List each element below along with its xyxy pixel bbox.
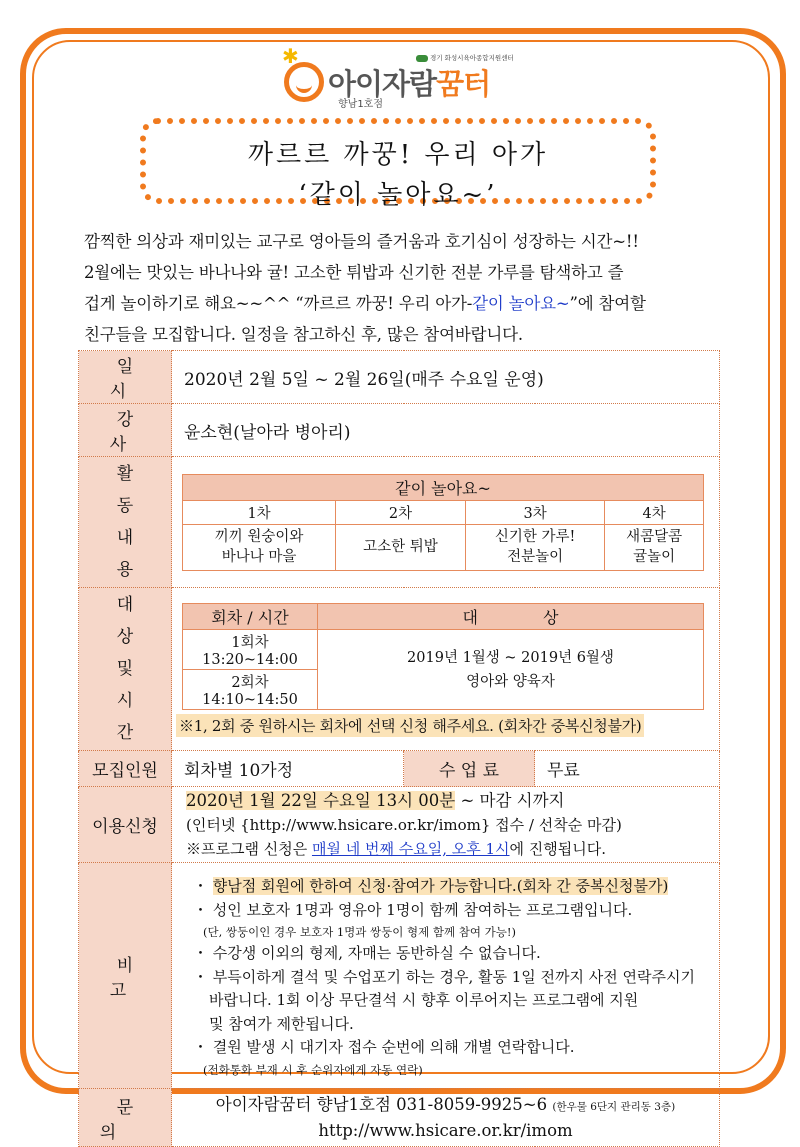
- smile-face-icon: [284, 62, 324, 102]
- remark-item: ・ 수강생 이외의 형제, 자매는 동반하실 수 없습니다.: [193, 944, 541, 963]
- remark-item: ・ 부득이하게 결석 및 수업포기 하는 경우, 활동 1일 전까지 사전 연락주시기: [193, 967, 695, 986]
- contact-url: http://www.hsicare.or.kr/imom: [318, 1120, 573, 1140]
- star-icon: ✱: [282, 44, 299, 68]
- session-activity: 끼끼 원숭이와 바나나 마을: [183, 524, 336, 570]
- session-activity: 새콤달콤 귤놀이: [605, 524, 704, 570]
- instructor-label: 강 사: [79, 404, 172, 457]
- recruit-value: 회차별 10가정: [172, 751, 404, 787]
- remark-item: ・ 성인 보호자 1명과 영유아 1명이 함께 참여하는 프로그램입니다.: [193, 900, 633, 919]
- apply-label: 이용신청: [79, 787, 172, 863]
- info-table: [78, 350, 720, 1147]
- fee-label: 수 업 료: [404, 751, 535, 787]
- logo: [280, 44, 520, 116]
- round-1: 1회차 13:20~14:00: [183, 630, 318, 670]
- activity-table: [182, 474, 704, 571]
- activity-label: 활 동 내 용: [79, 457, 172, 588]
- title-line-2: ‘같이 놀아요~’: [298, 180, 498, 210]
- contact-cell: 아이자람꿈터 향남1호점 031-8059-9925~6 (한우물 6단지 관리동 3층) http://www.hsicare.or.kr/imom: [172, 1089, 720, 1147]
- target-cell: [172, 588, 720, 751]
- apply-schedule-link: 매월 네 번째 수요일, 오후 1시: [311, 839, 510, 858]
- duplicate-note: ※1, 2회 중 원하시는 회차에 선택 신청 해주세요. (회차간 중복신청불가): [176, 714, 644, 737]
- remark-item: ・ 향남점 회원에 한하여 신청·참여가 가능합니다.(회차 간 중복신청불가): [193, 877, 669, 896]
- remarks-label: 비 고: [79, 863, 172, 1089]
- contact-label: 문 의: [79, 1089, 172, 1147]
- logo-branch: 향남1호점: [338, 99, 384, 110]
- session-num: 3차: [465, 500, 604, 524]
- session-num: 1차: [183, 500, 336, 524]
- title-box: [140, 118, 656, 210]
- target-value: 2019년 1월생 ~ 2019년 6월생 영아와 양육자: [318, 630, 704, 710]
- recruit-label: 모집인원: [79, 751, 172, 787]
- logo-name: 아이자람꿈터: [328, 67, 491, 101]
- target-header: 대 상: [318, 604, 704, 630]
- round-time-header: 회차 / 시간: [183, 604, 318, 630]
- session-activity: 고소한 튀밥: [336, 524, 466, 570]
- session-num: 4차: [605, 500, 704, 524]
- instructor-value: 윤소현(날아라 병아리): [172, 404, 720, 457]
- session-activity: 신기한 가루! 전분놀이: [465, 524, 604, 570]
- logo-org: 경기 화성시육아종합지원센터: [416, 53, 514, 62]
- activity-header: 같이 놀아요~: [183, 474, 704, 500]
- target-table: [182, 603, 704, 710]
- session-num: 2차: [336, 500, 466, 524]
- remarks-cell: ・ 향남점 회원에 한하여 신청·참여가 가능합니다.(회차 간 중복신청불가) ・ 성인 보호자 1명과 영유아 1명이 함께 참여하는 프로그램입니다. (단, 쌍둥이인 경우 보호자 1명과 쌍둥이 형제 함께 참여 가능!) ・ 수강생 이외의 형제, 자매는 동반하실 수 없습니다. ・ 부득이하게 결석 및 수업포기 하는 경우, 활동 1일 전까지 사전 연락주시기 바랍니다. 1회 이상 무단결석 시 향후 이루어지는 프로그램에 지원 및 참여가 제한됩니다. ・ 결원 발생 시 대기자 접수 순번에 의해 개별 연락합니다. (전화통화 부재 시 후 순위자에게 자동 연락): [172, 863, 720, 1089]
- date-value: 2020년 2월 5일 ~ 2월 26일(매주 수요일 운영): [172, 351, 720, 404]
- apply-cell: 2020년 1월 22일 수요일 13시 00분 ~ 마감 시까지 (인터넷 {http://www.hsicare.or.kr/imom} 접수 / 선착순 마감) ※프로그램 신청은 매월 네 번째 수요일, 오후 1시에 진행됩니다.: [172, 787, 720, 863]
- remark-item: ・ 결원 발생 시 대기자 접수 순번에 의해 개별 연락합니다.: [193, 1038, 575, 1057]
- intro-text: 깜찍한 의상과 재미있는 교구로 영아들의 즐거움과 호기심이 성장하는 시간~!! 2월에는 맛있는 바나나와 귤! 고소한 튀밥과 신기한 전분 가루를 탐색하고 즐 겁게 놀이하기로 해요~~^^ “까르르 까꿍! 우리 아가-같이 놀아요~”에 참여할 친구들을 모집합니다. 일정을 참고하신 후, 많은 참여바랍니다.: [84, 232, 646, 344]
- fee-value: 무료: [535, 751, 720, 787]
- round-2: 2회차 14:10~14:50: [183, 670, 318, 710]
- title-line-1: 까르르 까꿍! 우리 아가: [247, 140, 549, 170]
- activity-cell: [172, 457, 720, 588]
- date-label: 일 시: [79, 351, 172, 404]
- target-label: 대 상 및 시 간: [79, 588, 172, 751]
